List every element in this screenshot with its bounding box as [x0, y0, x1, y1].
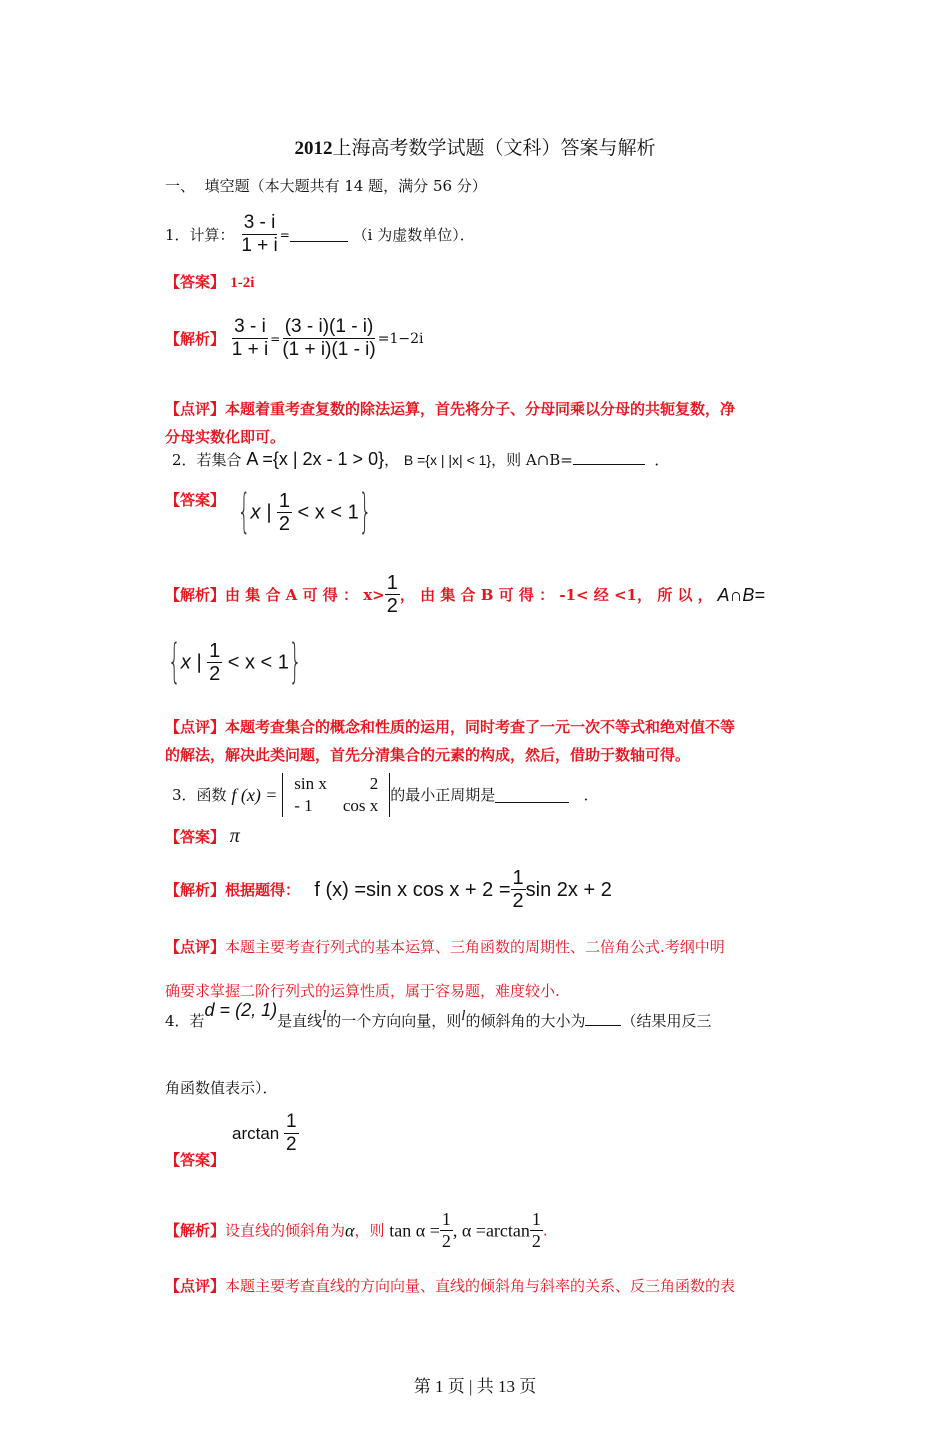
question-3: [172, 773, 599, 817]
analysis-tag: 【解析】: [165, 1221, 226, 1240]
title-year: 2012: [294, 138, 333, 159]
answer-value: π: [229, 825, 240, 847]
analysis-text: ， 由 集 合 B 可 得 ： -1< 经 <1， 所 以 ，: [399, 586, 713, 604]
fraction: [511, 867, 526, 913]
analysis-text: ，则: [354, 1221, 385, 1240]
set-var: x |: [250, 501, 272, 524]
equals: =: [270, 331, 281, 346]
question-text: 的一个方向向量，则: [326, 1012, 462, 1030]
line-var: l: [322, 1008, 327, 1024]
q1-analysis: [165, 317, 424, 361]
q4-answer-expr: [232, 1112, 299, 1156]
title-text: 上海高考数学试题（文科）答案与解析: [332, 137, 656, 159]
denominator: (1 + i)(1 - i): [282, 338, 376, 360]
numerator: 1: [386, 572, 398, 594]
denominator: 2: [441, 1230, 451, 1251]
fraction: [280, 317, 377, 361]
q4-answer-tag: 【答案】: [165, 1151, 226, 1169]
answer-tag: 【答案】: [165, 828, 226, 846]
question-number: 1．计算：: [165, 225, 235, 244]
comment-line: 本题主要考查直线的方向向量、直线的倾斜角与斜率的关系、反三角函数的表: [225, 1277, 736, 1295]
analysis-expr: , α =arctan: [452, 1220, 530, 1241]
q1-answer: [165, 272, 254, 293]
denominator: 2: [512, 890, 524, 912]
comment-line: 的解法，解决此类问题，首先分清集合的元素的构成，然后，借助于数轴可得。: [165, 746, 691, 764]
question-note: （i 为虚数单位）．: [352, 225, 475, 244]
section-heading: [165, 176, 487, 196]
comment-tag: 【点评】: [165, 718, 226, 736]
numerator: 1: [285, 1111, 297, 1132]
fraction: [207, 640, 222, 686]
denominator: 2: [531, 1230, 541, 1251]
set-rest: < x < 1: [227, 651, 289, 674]
comment-line: 确要求掌握二阶行列式的运算性质，属于容易题，难度较小.: [165, 982, 560, 1000]
question-4-line2: 角函数值表示）．: [165, 1079, 278, 1097]
denominator: 1 + i: [241, 234, 278, 256]
comment-tag: 【点评】: [165, 938, 226, 956]
q4-comment: [165, 1276, 735, 1296]
end-mark: .: [542, 1221, 548, 1240]
set-b: B ={x | |x| < 1}: [403, 452, 492, 468]
q3-analysis: [165, 867, 612, 913]
left-brace: {: [237, 483, 251, 539]
analysis-text: 根据题得：: [225, 881, 301, 899]
analysis-text: 由 集 合 A 可 得 ： x>: [225, 586, 385, 604]
comment-line: 本题主要考查行列式的基本运算、三角函数的周期性、二倍角公式.考纲中明: [225, 938, 725, 956]
q1-comment: [165, 395, 735, 451]
denominator: 2: [209, 663, 221, 685]
right-brace: }: [358, 483, 372, 539]
answer-value: arctan: [232, 1123, 280, 1143]
numerator: 3 - i: [243, 212, 276, 233]
numerator: 1: [512, 867, 524, 889]
section-text: 填空题（本大题共有 14 题，满分 56 分）: [204, 177, 487, 195]
comment-tag: 【点评】: [165, 1277, 226, 1295]
question-number: 2．若集合: [172, 451, 242, 469]
set-var: x |: [180, 651, 202, 674]
line-var: l: [461, 1008, 466, 1024]
determinant: [282, 773, 390, 817]
question-4: [165, 1000, 712, 1032]
answer-tag: 【答案】: [165, 491, 226, 509]
left-brace: {: [168, 633, 181, 689]
analysis-tag: 【解析】: [165, 586, 226, 604]
analysis-tag: 【解析】: [165, 329, 226, 348]
comment-tag: 【点评】: [165, 400, 226, 418]
denominator: 2: [278, 513, 290, 535]
page-footer: 第 1 页 | 共 13 页: [413, 1377, 537, 1396]
analysis-result: =1−2i: [377, 330, 424, 347]
q3-answer: [165, 826, 240, 847]
fraction: [440, 1210, 453, 1251]
question-2: [172, 449, 669, 470]
question-ask: 的最小正周期是: [390, 786, 496, 804]
q2-analysis: [165, 572, 765, 618]
matrix-cell: 2: [369, 774, 379, 793]
alpha-symbol: α: [345, 1220, 355, 1241]
numerator: 3 - i: [234, 316, 266, 337]
answer-blank: [495, 788, 569, 803]
analysis-tag: 【解析】: [165, 881, 226, 899]
answer-value: 1-2i: [230, 275, 255, 291]
set-rest: < x < 1: [297, 501, 359, 524]
question-number: 4．若: [165, 1012, 205, 1030]
q2-comment: [165, 713, 735, 769]
answer-set: [237, 483, 372, 539]
fraction: [239, 213, 279, 257]
question-text: 是直线: [277, 1012, 323, 1030]
comment-line: 本题着重考查复数的除法运算，首先将分子、分母同乘以分母的共轭复数，净: [225, 400, 736, 418]
right-brace: }: [288, 633, 302, 689]
question-1: [165, 213, 475, 257]
fraction: [530, 1210, 543, 1251]
answer-blank: [573, 450, 645, 465]
answer-tag: 【答案】: [165, 273, 226, 291]
comment-line: 本题考查集合的概念和性质的运用，同时考查了一元一次不等式和绝对值不等: [225, 718, 736, 736]
q2-answer: [165, 483, 372, 539]
question-ask: ，则 A∩B=: [491, 451, 573, 469]
matrix-cell: - 1: [294, 796, 313, 815]
analysis-text: 设直线的倾斜角为: [225, 1221, 346, 1240]
section-number: 一、: [165, 177, 196, 195]
answer-blank: [290, 227, 348, 242]
numerator: (3 - i)(1 - i): [284, 316, 374, 337]
analysis-expr: f (x) =sin x cos x + 2 =: [314, 879, 511, 901]
fraction: [230, 317, 270, 361]
vector-expr: d = (2, 1): [204, 1000, 278, 1020]
denominator: 2: [285, 1133, 297, 1155]
denominator: 1 + i: [231, 338, 269, 360]
q4-analysis: [165, 1210, 548, 1251]
matrix-cell: sin x: [294, 774, 327, 793]
function-expr: f (x) =: [231, 785, 278, 805]
numerator: 1: [441, 1209, 451, 1229]
comment-line: 分母实数化即可。: [165, 428, 286, 446]
numerator: 1: [209, 640, 221, 662]
end-mark: ．: [583, 786, 599, 804]
denominator: 2: [386, 595, 398, 617]
fraction: [284, 1112, 299, 1156]
analysis-expr: tan α =: [389, 1220, 440, 1241]
intersection-expr: A∩B=: [717, 585, 765, 605]
matrix-cell: cos x: [342, 796, 379, 815]
separator: ，: [384, 451, 400, 469]
fraction: [277, 490, 292, 536]
question-text: 的倾斜角的大小为: [465, 1012, 586, 1030]
document-title: [0, 133, 950, 160]
analysis-expr: sin 2x + 2: [525, 879, 612, 901]
equals: =: [279, 227, 290, 242]
end-mark: ．: [654, 451, 670, 469]
fraction: [385, 572, 400, 618]
numerator: 1: [278, 490, 290, 512]
question-text: （结果用反三: [621, 1012, 712, 1030]
question-number: 3．函数: [172, 786, 227, 804]
set-a: A ={x | 2x - 1 > 0}: [246, 449, 385, 469]
answer-blank: [585, 1011, 621, 1026]
numerator: 1: [531, 1209, 541, 1229]
q2-analysis-set: [168, 633, 302, 689]
